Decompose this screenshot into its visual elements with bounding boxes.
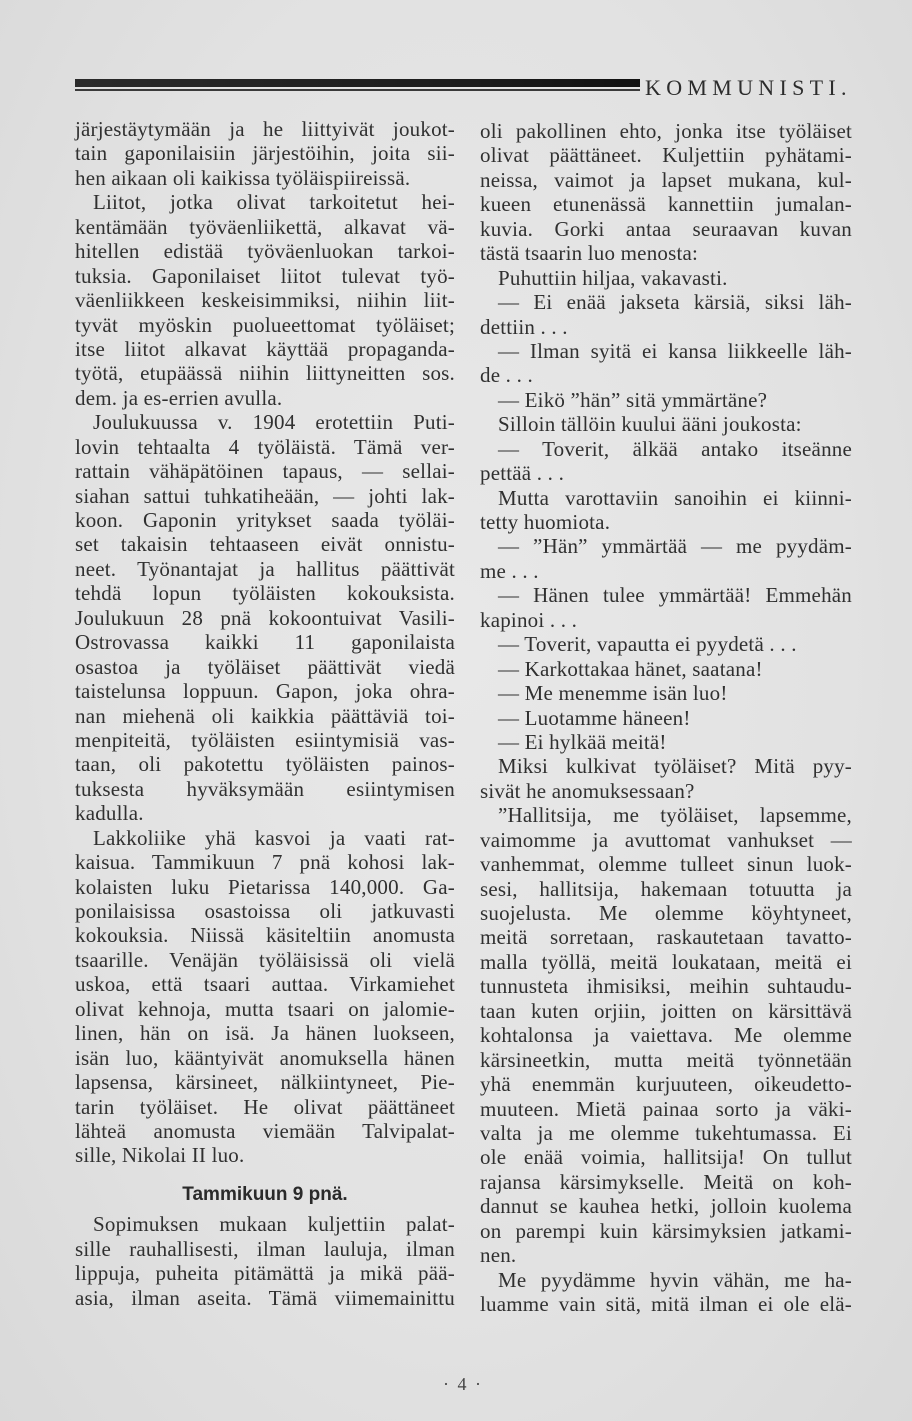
text-line: kolaisten luku Pietarissa 140,000. Ga- (75, 874, 455, 899)
text-line: linen, hän on isä. Ja hänen luokseen, (75, 1021, 455, 1046)
paragraph (480, 119, 852, 266)
text-line: valta ja me olemme tukehtumassa. Ei (480, 1120, 852, 1145)
paragraph (480, 1268, 852, 1317)
left-text-column (75, 117, 455, 1310)
text-line: Me pyydämme hyvin vähän, me ha- (498, 1267, 852, 1292)
paragraph (480, 534, 852, 583)
text-line: menpiteitä, työläisten esiintymisiä vas- (75, 727, 455, 752)
text-line: tarin työläiset. He olivat päättäneet (75, 1094, 455, 1119)
text-line: vanhemmat, olemme tulleet sinun luok- (480, 852, 852, 877)
text-line: kuvia. Gorki antaa seuraavan kuvan (480, 216, 852, 241)
text-line: de . . . (480, 363, 533, 388)
paragraph (480, 632, 852, 656)
text-line: siahan sattui tuhkatiheään, — johti lak- (75, 483, 455, 508)
text-line: järjestäytymään ja he liittyivät joukot- (75, 117, 455, 141)
paragraph (480, 339, 852, 388)
text-line: väenliikkeen keskeisimmiksi, niihin liit- (75, 288, 455, 313)
paragraph (480, 290, 852, 339)
text-line: tehdä lopun työläisten kokouksista. (75, 581, 455, 606)
text-line: lovin tehtaalta 4 työläistä. Tämä ver- (75, 434, 455, 459)
text-line: tsaarille. Venäjän työläisissä oli vielä (75, 947, 455, 972)
text-line: tyvät myöskin puolueettomat työläiset; (75, 312, 455, 337)
text-line: — Me menemme isän luo! (498, 681, 728, 706)
text-line: vaimomme ja avuttomat vanhukset — (480, 827, 852, 852)
text-line: olivat päättäneet. Kuljettiin pyhätami- (480, 143, 852, 168)
text-line: Miksi kulkivat työläiset? Mitä pyy- (498, 754, 852, 779)
text-line: sivät he anomuksessaan? (480, 778, 695, 803)
paragraph (480, 681, 852, 705)
text-line: luamme vain sitä, mitä ilman ei ole elä- (480, 1292, 852, 1316)
text-line: itse liitot alkavat käyttää propaganda- (75, 336, 455, 361)
text-line: neet. Työnantajat ja hallitus päättivät (75, 556, 455, 581)
page-number: · 4 · (443, 1374, 483, 1394)
paragraph (480, 583, 852, 632)
text-line: tuksia. Gaponilaiset liitot tulevat työ- (75, 263, 455, 288)
text-line: koon. Gaponin yritykset saada työläi- (75, 508, 455, 532)
text-line: — Hänen tulee ymmärtää! Emmehän (498, 583, 852, 608)
text-line: yhä enemmän kurjuuteen, oikeudetto- (480, 1072, 852, 1097)
text-line: set takaisin tehtaaseen eivät onnistu- (75, 532, 455, 557)
text-line: Liitot, jotka olivat tarkoitetut hei- (93, 190, 455, 215)
text-line: dettiin . . . (480, 314, 568, 339)
text-line: Mutta varottaviin sanoihin ei kiinni- (498, 485, 852, 510)
paragraph (480, 437, 852, 486)
text-line: ponilaisissa osastoissa oli jatkuvasti (75, 899, 455, 923)
paragraph (480, 412, 852, 436)
text-line: taan, oli pakotettu työläisten painos- (75, 752, 455, 777)
text-line: — Luotamme häneen! (498, 705, 691, 730)
paragraph (75, 410, 455, 825)
text-line: isän luo, kääntyivät anomuksella hänen (75, 1045, 455, 1070)
text-line: ”Hallitsija, me työläiset, lapsemme, (498, 803, 852, 828)
text-line: työtä, etupäässä niihin liittyneitten sos. (75, 361, 455, 386)
text-line: dannut se kauhea hetki, jolloin kuolema (480, 1194, 852, 1219)
text-line: nan miehenä oli kaikkia päättäviä toi- (75, 703, 455, 728)
text-line: — Karkottakaa hänet, saatana! (498, 656, 763, 681)
text-line: lapsensa, kärsineet, nälkiintyneet, Pie- (75, 1070, 455, 1095)
text-line: Joulukuun 28 pnä kokoontuivat Vasili- (75, 605, 455, 630)
text-line: on parempi kuin kärsimyksien jatkami- (480, 1218, 852, 1243)
text-line: kohtalonsa ja vaiettava. Me olemme (480, 1023, 852, 1048)
text-line: Ostrovassa kaikki 11 gaponilaista (75, 630, 455, 655)
paragraph (480, 706, 852, 730)
masthead-rule-thin (75, 89, 640, 91)
text-line: — Eikö ”hän” sitä ymmärtäne? (498, 387, 768, 412)
text-line: malla työllä, meitä loukataan, meitä ei (480, 949, 852, 974)
paragraph (75, 117, 455, 190)
paragraph (480, 486, 852, 535)
text-line: taan kuten orjiin, joitten on kärsittävä (480, 998, 852, 1023)
text-line: asia, ilman aseita. Tämä viimemainittu (75, 1285, 455, 1310)
text-line: taistelunsa loppuun. Gapon, joka ohra- (75, 679, 455, 704)
text-line: uskoa, että tsaari auttaa. Virkamiehet (75, 972, 455, 997)
paragraph (480, 657, 852, 681)
text-line: kärsineetkin, mutta meitä työnnetään (480, 1047, 852, 1072)
text-line: lähteä anomusta viemään Talvipalat- (75, 1118, 455, 1143)
paragraph (75, 1212, 455, 1310)
section-heading: Tammikuun 9 pnä. (182, 1183, 348, 1205)
text-line: — Toverit, älkää antako itseänne (498, 436, 852, 461)
masthead-rule (75, 79, 640, 87)
text-line: tästä tsaarin luo menosta: (480, 241, 699, 266)
text-line: olivat kehnoja, mutta tsaari on jalomie- (75, 996, 455, 1021)
text-line: hen aikaan oli kaikissa työläispiireissä. (75, 165, 411, 190)
text-line: kokouksia. Niissä käsiteltiin anomusta (75, 923, 455, 948)
text-line: sille, Nikolai II luo. (75, 1143, 245, 1168)
right-text-column (480, 119, 852, 1316)
text-line: ole enää voimia, hallitsija! On tullut (480, 1145, 852, 1170)
text-line: tain gaponilaisiin järjestöihin, joita sii- (75, 141, 455, 166)
paragraph (480, 754, 852, 803)
text-line: Lakkoliike yhä kasvoi ja vaati rat- (93, 825, 455, 850)
text-line: neissa, vaimot ja lapset mukana, kul- (480, 167, 852, 192)
text-line: Joulukuussa v. 1904 erotettiin Puti- (93, 410, 455, 435)
paragraph (480, 803, 852, 1267)
text-line: — Ei enää jakseta kärsiä, siksi läh- (498, 290, 852, 315)
text-line: meitä sorretaan, raskautetaan tavatto- (480, 925, 852, 950)
text-line: sesi, hallitsija, hakemaan totuutta ja (480, 876, 852, 901)
text-line: tetty huomiota. (480, 510, 611, 534)
masthead-title: KOMMUNISTI. (645, 75, 852, 100)
text-line: kentämään työväenliikettä, alkavat vä- (75, 214, 455, 239)
text-line: pettää . . . (480, 461, 565, 486)
text-line: tunnusteta ihmisiksi, meihin suhtaudu- (480, 974, 852, 999)
text-line: osastoa ja työläiset päättivät viedä (75, 654, 455, 679)
text-line: lippuja, puheita pitämättä ja mikä pää- (75, 1261, 455, 1286)
text-line: — Ei hylkää meitä! (498, 729, 667, 754)
text-line: Puhuttiin hiljaa, vakavasti. (498, 265, 728, 290)
text-line: muuteen. Mietä painaa sorto ja väki- (480, 1096, 852, 1121)
text-line: Silloin tällöin kuului ääni joukosta: (498, 412, 802, 437)
paragraph (480, 266, 852, 290)
paragraph (75, 826, 455, 1168)
text-line: tuksesta hyväksymään esiintymisen (75, 776, 455, 801)
text-line: — ”Hän” ymmärtää — me pyydäm- (498, 534, 852, 559)
text-line: nen. (480, 1243, 517, 1268)
text-line: suojelusta. Me olemme köyhtyneet, (480, 901, 852, 925)
text-line: sille rauhallisesti, ilman lauluja, ilman (75, 1236, 455, 1261)
text-line: — Toverit, vapautta ei pyydetä . . . (498, 632, 797, 657)
text-line: oli pakollinen ehto, jonka itse työläiset (480, 119, 852, 143)
text-line: dem. ja es-errien avulla. (75, 385, 283, 410)
text-line: Sopimuksen mukaan kuljettiin palat- (93, 1212, 455, 1237)
paragraph (480, 730, 852, 754)
text-line: kueen etunenässä kannettiin jumalan- (480, 192, 852, 217)
text-line: rattain vähäpätöinen tapaus, — sellai- (75, 459, 455, 484)
text-line: kaisua. Tammikuun 7 pnä kohosi lak- (75, 850, 455, 875)
text-line: me . . . (480, 558, 539, 583)
text-line: kapinoi . . . (480, 607, 578, 632)
text-line: — Ilman syitä ei kansa liikkeelle läh- (498, 338, 852, 363)
text-line: hitellen edistää työväenluokan tarkoi- (75, 239, 455, 264)
text-line: kadulla. (75, 801, 144, 826)
paragraph (75, 190, 455, 410)
paragraph (480, 388, 852, 412)
text-line: rajansa kärsimykselle. Meitä on koh- (480, 1169, 852, 1194)
